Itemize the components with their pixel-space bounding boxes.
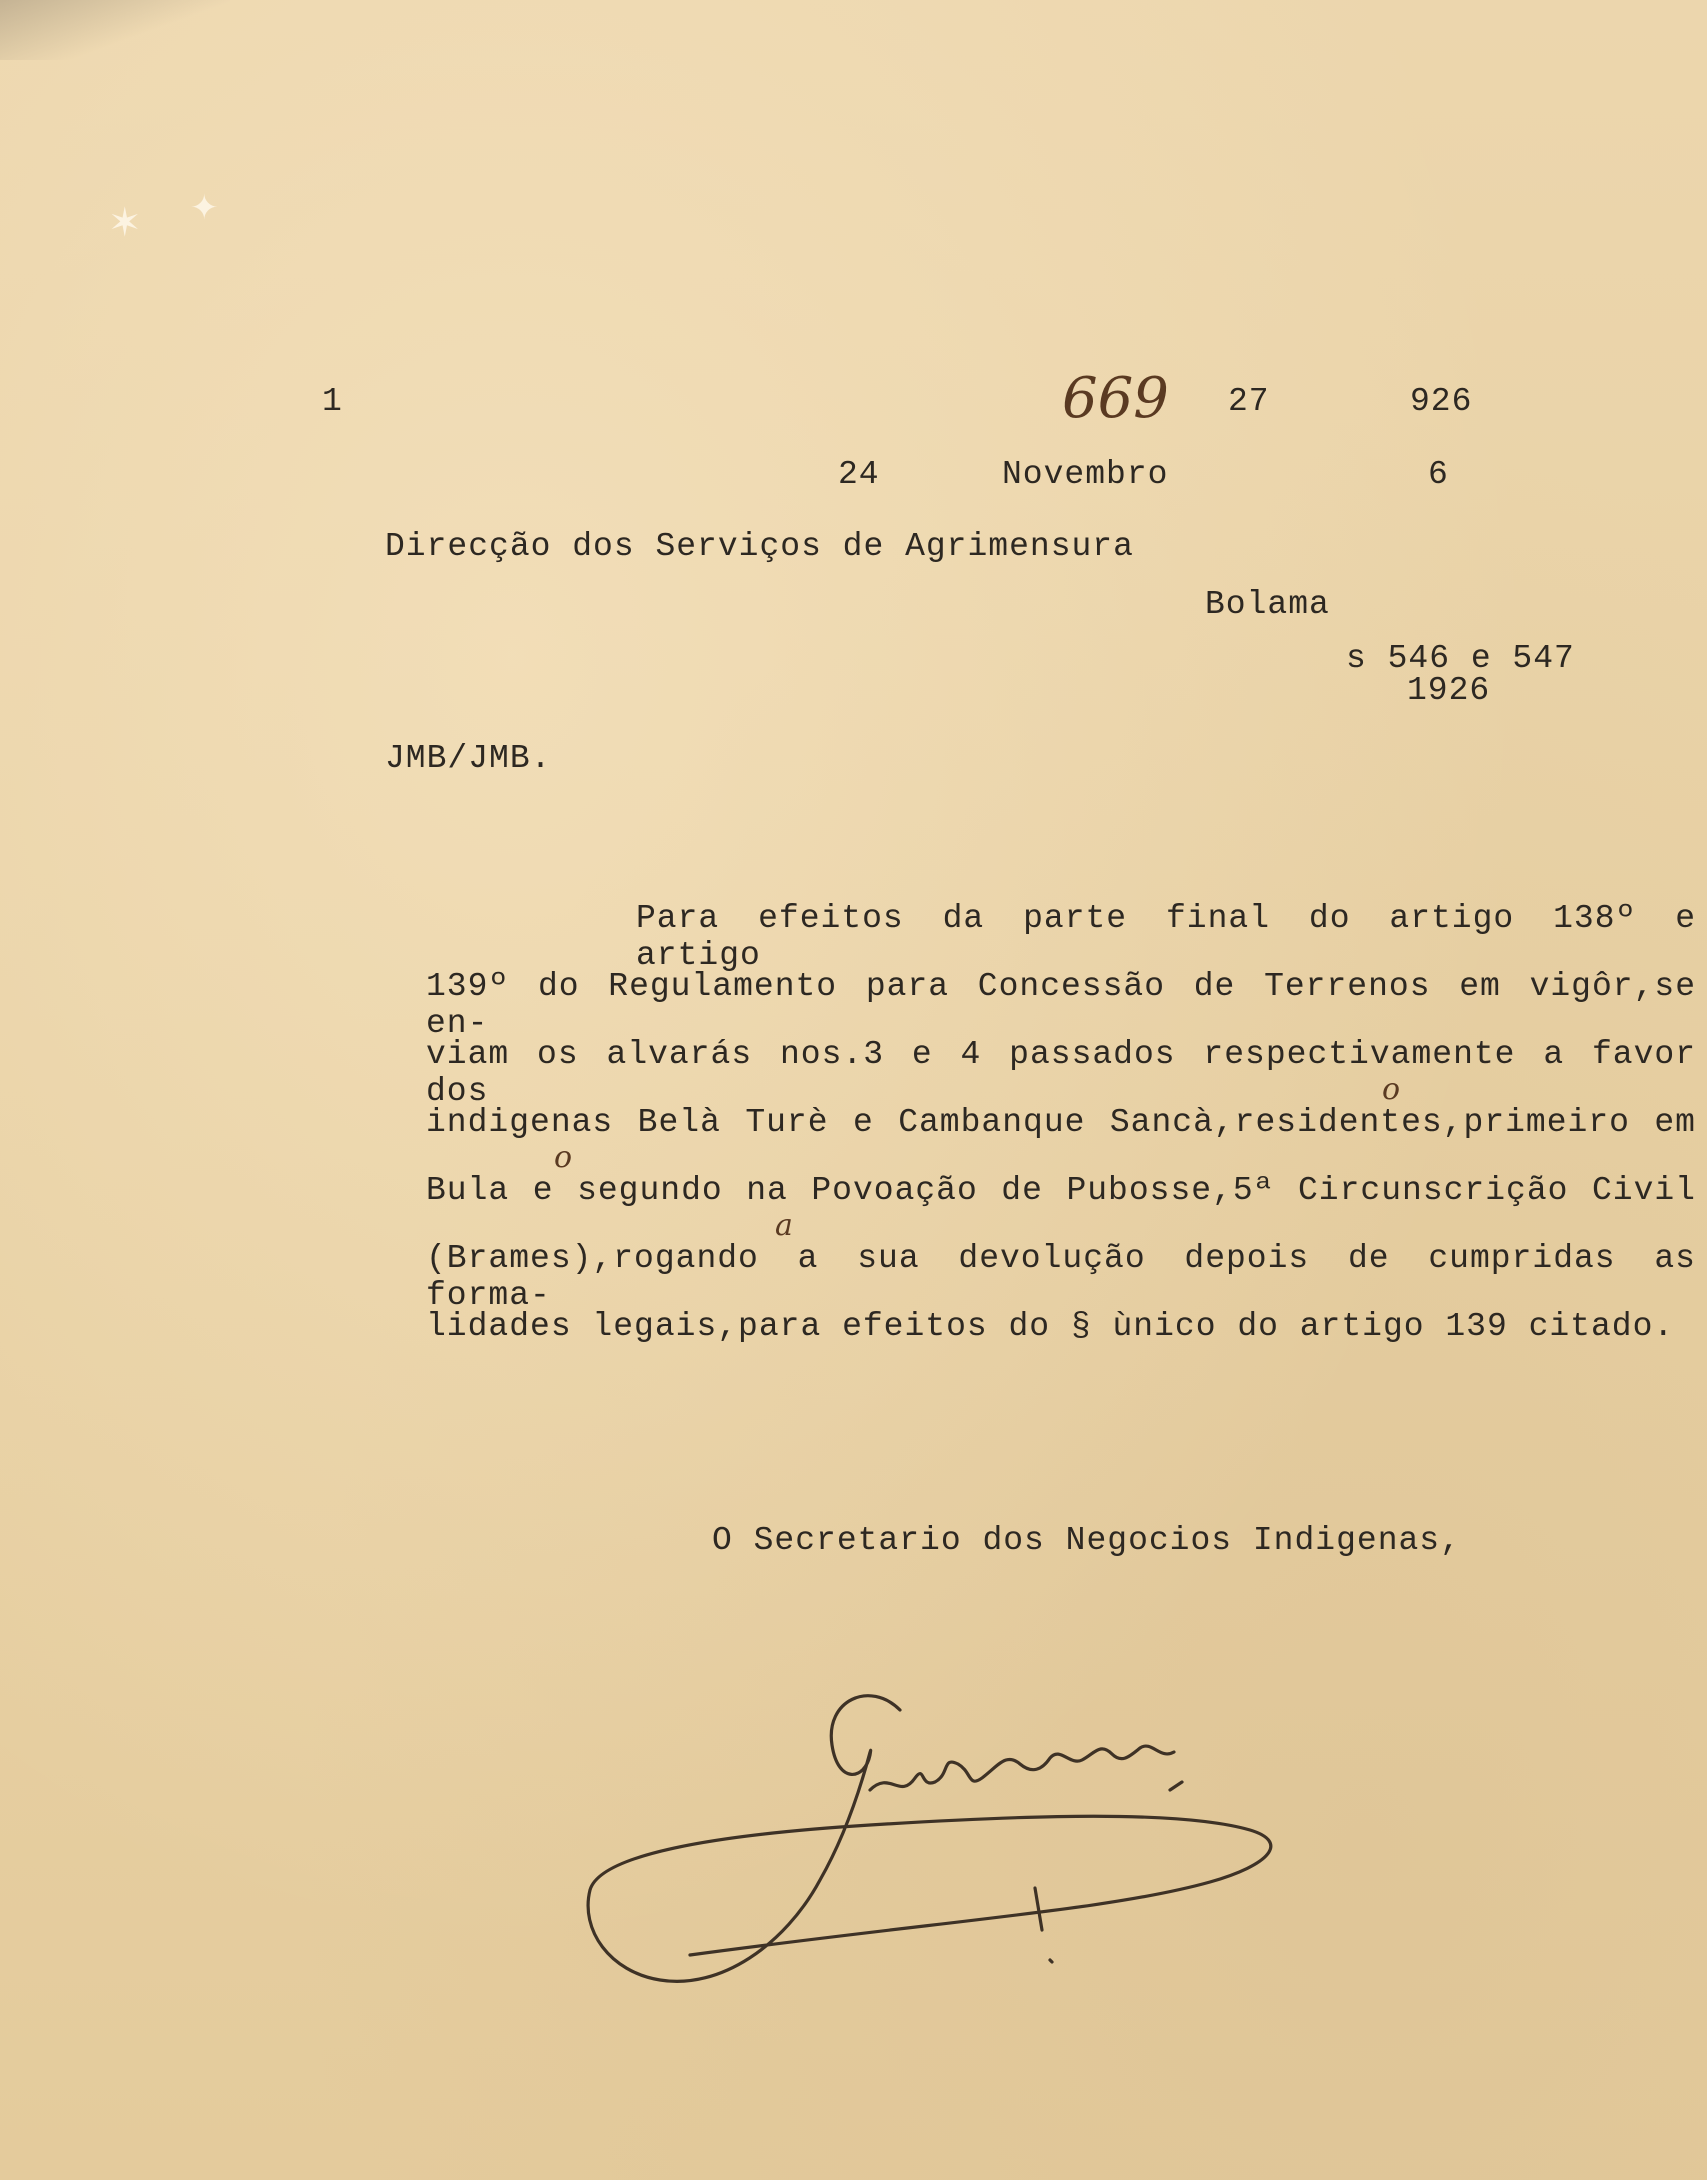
insertion-mark-rogando: a	[775, 1208, 793, 1243]
body-line: viam os alvarás nos.3 e 4 passados respectivamente a favor dos	[426, 1036, 1696, 1110]
header-number-27: 27	[1228, 383, 1270, 420]
reference-year: 1926	[1407, 672, 1491, 709]
insertion-mark-bula: o	[554, 1140, 573, 1175]
date-day: 24	[838, 456, 880, 493]
body-line: Para efeitos da parte final do artigo 138º e artigo	[636, 900, 1696, 974]
body-line: (Brames),rogando a sua devolução depois de cumpridas as forma-	[426, 1240, 1696, 1314]
date-month: Novembro	[1002, 456, 1169, 493]
insertion-mark-residentes: o	[1382, 1072, 1401, 1107]
initials: JMB/JMB.	[385, 740, 552, 777]
handwritten-number: 669	[1062, 366, 1169, 431]
reference-numbers: s 546 e 547	[1346, 640, 1575, 677]
body-line: lidades legais,para efeitos do § ùnico do artigo 139 citado.	[426, 1308, 1675, 1345]
signature-drawing	[570, 1660, 1290, 2000]
date-digit: 6	[1428, 456, 1449, 493]
body-line: Bula e segundo na Povoação de Pubosse,5ª Circunscrição Civil	[426, 1172, 1696, 1209]
addressee: Direcção dos Serviços de Agrimensura	[385, 528, 1134, 565]
staple-mark-left: ✶	[108, 200, 142, 246]
body-line: 139º do Regulamento para Concessão de Terrenos em vigôr,se en-	[426, 968, 1696, 1042]
place: Bolama	[1205, 586, 1330, 623]
page-number: 1	[322, 383, 343, 420]
signature	[570, 1660, 1290, 2000]
folded-corner	[0, 0, 230, 60]
body-line: indigenas Belà Turè e Cambanque Sancà,residentes,primeiro em	[426, 1104, 1696, 1141]
staple-mark-right: ✦	[190, 188, 219, 228]
header-year: 926	[1410, 383, 1473, 420]
closing-line: O Secretario dos Negocios Indigenas,	[712, 1522, 1461, 1559]
